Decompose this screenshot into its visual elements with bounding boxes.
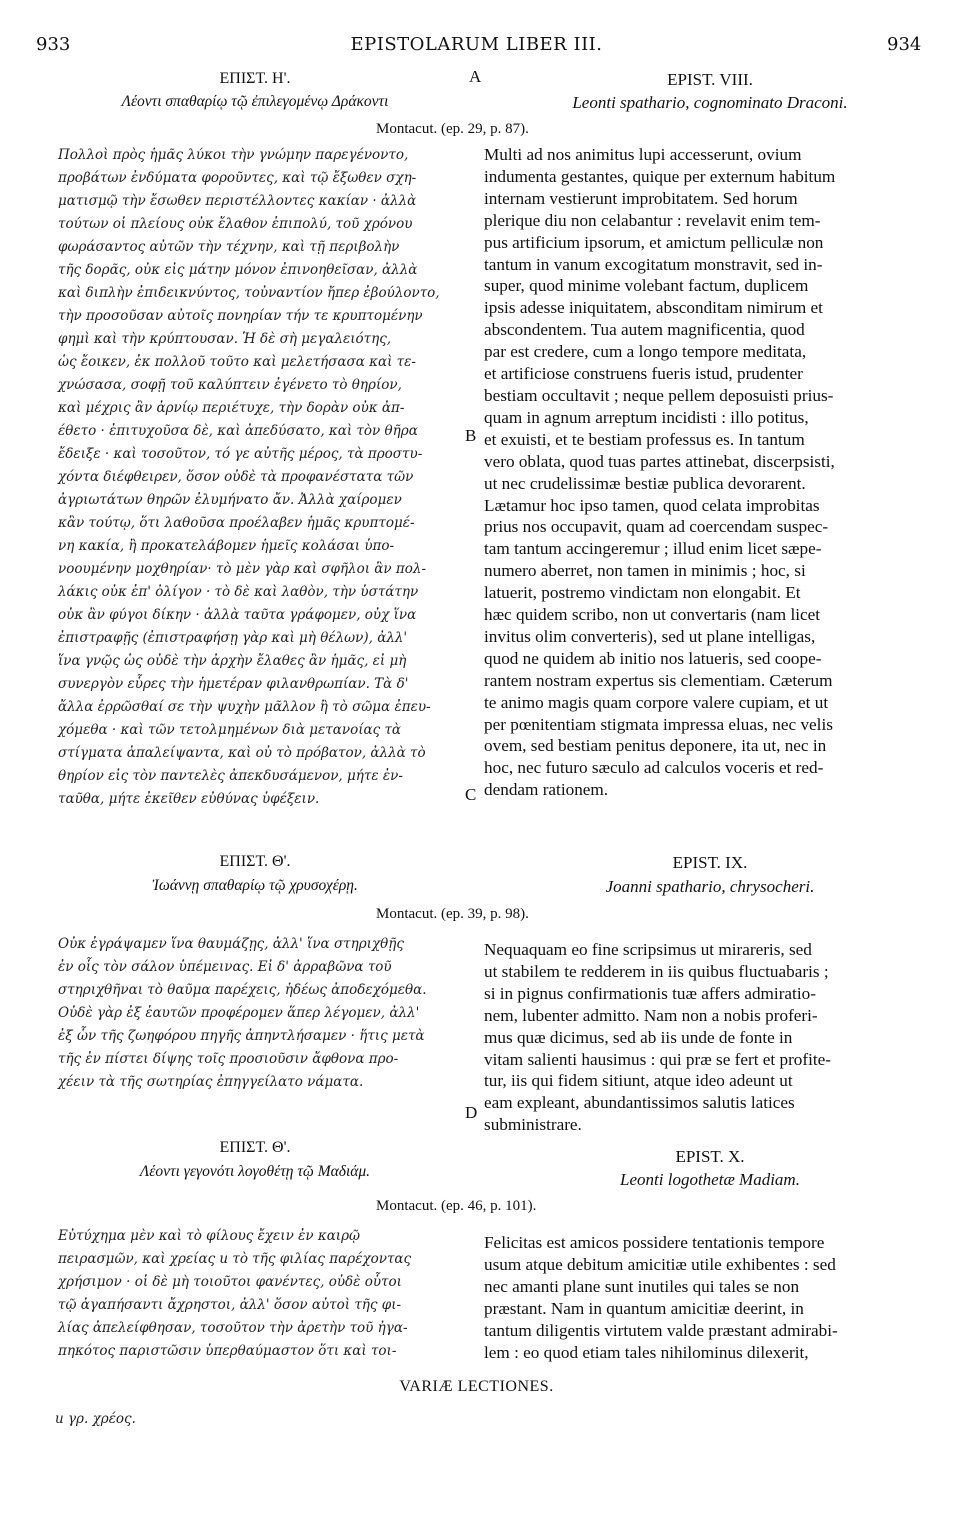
ep10-greek-line: πηκότος παριστῶσιν ὑπερθαύμαστον ὅτι καὶ τοι- <box>58 1343 397 1359</box>
ep9-latin-line: vitam salienti hausimus : qui præ se fert et profite- <box>484 1049 832 1069</box>
ep8-greek-line: ἐπιστραφῇς (ἐπιστραφήσῃ γὰρ καὶ μὴ θέλων), ἀλλ' <box>58 630 408 646</box>
ep8-greek-line: χόντα διέφθειρεν, ὅσον οὐδὲ τὰ προφανέστατα τῶν <box>58 469 414 485</box>
ep9-latin-subtitle: Joanni spathario, chrysocheri. <box>605 877 815 896</box>
ep8-greek-line: ἔδειξε · καὶ τοσοῦτον, τό γε αὐτῆς μέρος, τὰ προστυ- <box>58 446 423 462</box>
ep8-greek-line: συνεργὸν εὗρες τὴν ἡμετέραν φιλανθρωπίαν. Τὰ δ' <box>58 676 409 692</box>
ep9-latin-text <box>484 939 917 1136</box>
page-number-right: 934 <box>887 34 922 55</box>
ep8-latin-line: plerique diu non celabantur : revelavit enim tem- <box>484 210 821 230</box>
ep9-latin-line: tur, iis qui fidem sitiunt, atque ideo adeunt ut <box>484 1071 793 1091</box>
ep10-montacut-ref: Montacut. (ep. 46, p. 101). <box>376 1198 537 1214</box>
ep8-latin-line: et artificiose construens fueris istud, prudenter <box>484 364 803 384</box>
ep8-latin-line: Lætamur hoc ipso tamen, quod celata improbitas <box>484 495 820 515</box>
ep10-greek-line: χρήσιμον · οἱ δὲ μὴ τοιοῦτοι φανέντες, οὐδὲ οὗτοι <box>58 1274 402 1290</box>
ep8-latin-line: hoc, nec futuro sæculo ad calculos voceris et red- <box>484 758 824 778</box>
ep8-greek-line: φωράσαντος αὐτῶν τὴν τέχνην, καὶ τῇ περιβολὴν <box>58 239 400 255</box>
margin-marker-d: D <box>465 1103 478 1122</box>
ep8-latin-line: prius nos occupavit, quam ad coercendam suspec- <box>484 517 829 537</box>
ep9-latin-line: ut stabilem te redderem in iis quibus fluctuabaris ; <box>484 961 829 981</box>
ep9-greek-line: τῆς ἐν πίστει δίψης τοῖς προσιοῦσιν ἄφθονα προ- <box>58 1051 399 1067</box>
ep9-greek-text <box>58 933 458 1094</box>
ep10-latin-line: nec amanti plane sunt inutiles qui tales se non <box>484 1276 800 1296</box>
ep8-greek-line: χνώσασα, σοφῇ τοῦ καλύπτειν ἐγένετο τὸ θηρίον, <box>58 377 402 393</box>
margin-marker-c: C <box>465 785 477 804</box>
ep8-greek-line: ματισμῷ τὴν ἔσωθεν περιστέλλοντες κακίαν · ἀλλὰ <box>58 193 417 209</box>
ep9-greek-line: Οὐκ ἐγράψαμεν ἵνα θαυμάζῃς, ἀλλ' ἵνα στηριχθῇς <box>58 936 404 952</box>
margin-marker-b: B <box>465 426 477 445</box>
ep9-latin-line: si in pignus confirmationis tuæ affers admiratio- <box>484 983 816 1003</box>
ep8-latin-line: vero oblata, quod tuas partes attinebat, discerpsisti, <box>484 451 835 471</box>
ep8-latin-line: rantem nostram expertus sis clementiam. Cæterum <box>484 670 833 690</box>
ep8-latin-line: super, quod minime volebant factum, duplicem <box>484 276 809 296</box>
ep9-montacut-ref: Montacut. (ep. 39, p. 98). <box>376 906 529 922</box>
ep8-greek-line: νη κακία, ἢ προκατελάβομεν ἡμεῖς κολάσαι ὑπο- <box>58 538 395 554</box>
ep10-greek-line: Εὐτύχημα μὲν καὶ τὸ φίλους ἔχειν ἐν καιρῷ <box>58 1228 361 1244</box>
ep10-latin-line: præstant. Nam in quantum amicitiæ deerint, in <box>484 1298 804 1318</box>
ep8-latin-line: hæc quidem scribo, non ut convertaris (nam licet <box>484 605 821 625</box>
margin-marker-a: A <box>469 67 482 86</box>
ep9-latin-line: subministrare. <box>484 1115 582 1135</box>
variae-lectiones-heading: VARIÆ LECTIONES. <box>399 1378 554 1395</box>
ep8-greek-line: έθετο · ἐπιτυχοῦσα δὲ, καὶ ἀπεδύσατο, καὶ τὸν θῆρα <box>58 423 418 439</box>
ep10-latin-text <box>484 1232 917 1363</box>
ep10-latin-subtitle: Leonti logothetæ Madiam. <box>620 1170 800 1189</box>
ep8-greek-line: ἀγριωτάτων θηρῶν ἐλυμήνατο ἄν. Ἀλλὰ χαίρομεν <box>58 492 402 508</box>
ep8-latin-line: tam tantum accingeremur ; illud enim licet sæpe- <box>484 539 822 559</box>
ep10-greek-line: πειρασμῶν, καὶ χρείας u τὸ τῆς φιλίας παρέχοντας <box>58 1251 412 1267</box>
ep9-latin-line: Nequaquam eo fine scripsimus ut mirareris, sed <box>484 940 812 959</box>
ep8-latin-line: ovem, sed bestiam penitus deponere, ita ut, nec in <box>484 736 827 756</box>
ep8-latin-line: Multi ad nos animitus lupi accesserunt, ovium <box>484 145 802 164</box>
ep8-montacut-ref: Montacut. (ep. 29, p. 87). <box>376 121 529 137</box>
ep8-latin-line: quod ne quidem ab initio nos latueris, sed coope- <box>484 648 822 668</box>
ep8-greek-line: ὡς ἔοικεν, ἐκ πολλοῦ τοῦτο καὶ μελετήσασα καὶ τε- <box>58 354 416 370</box>
ep8-greek-line: κἂν τούτῳ, ὅτι λαθοῦσα προέλαβεν ἡμᾶς κρυπτομέ- <box>58 515 415 531</box>
ep8-greek-line: ἵνα γνῷς ὡς οὐδὲ τὴν ἀρχὴν ἔλαθες ἂν ἡμᾶς, εἰ μὴ <box>58 653 407 669</box>
ep10-latin-line: Felicitas est amicos possidere tentationis tempore <box>484 1233 825 1252</box>
ep9-latin-line: mus quæ dicimus, sed ab iis unde de fonte in <box>484 1027 793 1047</box>
ep9-greek-line: χέειν τὰ τῆς σωτηρίας ἐπηγγείλατο νάματα. <box>58 1074 364 1090</box>
ep8-greek-line: οὐκ ἂν φύγοι δίκην · ἀλλὰ ταῦτα γράφομεν, οὐχ ἵνα <box>58 607 417 623</box>
ep8-greek-line: θηρίον εἰς τὸν παντελὲς ἀπεκδυσάμενον, μήτε ἐν- <box>58 768 403 784</box>
ep9-latin-line: nem, lubenter admitto. Nam non a nobis proferi- <box>484 1005 818 1025</box>
ep8-greek-line: τὴν προσοῦσαν αὐτοῖς πονηρίαν τήν τε κρυπτομένην <box>58 308 423 324</box>
ep8-latin-line: invitus olim converteris), sed ut plane intelligas, <box>484 626 816 646</box>
ep9-greek-line: στηριχθῆναι τὸ θαῦμα παρέχεις, ἡδέως ἀποδεχόμεθα. <box>58 982 427 998</box>
ep8-latin-line: te animo magis quam corpore valere cupiam, et ut <box>484 692 829 712</box>
ep8-greek-line: λάκις οὐκ ἐπ' ὀλίγον · τὸ δὲ καὶ λαθὸν, τὴν ὑστάτην <box>58 584 419 600</box>
ep8-latin-line: dendam rationem. <box>484 780 609 800</box>
running-title: EPISTOLARUM LIBER III. <box>350 34 603 55</box>
ep8-latin-line: ipsis adesse iniquitatem, absconditam nimirum et <box>484 298 823 318</box>
ep8-latin-subtitle: Leonti spathario, cognominato Draconi. <box>572 93 848 112</box>
ep8-greek-line: στίγματα ἀπαλείψαντα, καὶ οὐ τὸ πρόβατον, ἀλλὰ τὸ <box>58 745 426 761</box>
ep8-latin-line: per pœnitentiam stigmata impressa eluas, nec velis <box>484 714 833 734</box>
ep10-latin-line: lem : eo quod etiam tales nihilominus dilexerit, <box>484 1342 809 1362</box>
ep8-latin-line: ut nec crudelissimæ bestiæ publica devorarent. <box>484 473 806 493</box>
ep9-greek-title: ΕΠΙΣΤ. Θ'. <box>219 853 291 870</box>
ep10-greek-text <box>58 1225 458 1363</box>
ep8-latin-line: indumenta gestantes, quique per externum habitum <box>484 166 836 186</box>
ep8-greek-line: ταῦθα, μήτε ἐκεῖθεν εὐθύνας ὑφέξειν. <box>58 791 320 807</box>
ep9-greek-line: ἐξ ὧν τῆς ζωηφόρου πηγῆς ἀπηντλήσαμεν · ἥτις μετὰ <box>58 1028 425 1044</box>
ep10-latin-title: EPIST. X. <box>675 1147 745 1166</box>
ep8-latin-line: pus artificium ipsorum, et amictum pelliculæ non <box>484 232 824 252</box>
ep8-greek-subtitle: Λέοντι σπαθαρίῳ τῷ ἐπιλεγομένῳ Δράκοντι <box>121 93 389 110</box>
ep8-greek-line: χόμεθα · καὶ τῶν τετολμημένων διὰ μετανοίας τὰ <box>58 722 402 738</box>
ep8-latin-line: quam in agnum arreptum incidisti : illo potitus, <box>484 407 809 427</box>
ep9-latin-title: EPIST. IX. <box>672 853 748 872</box>
ep8-latin-title: EPIST. VIII. <box>667 70 753 89</box>
ep8-latin-text <box>484 144 917 801</box>
variant-reading-note: u γρ. χρέος. <box>55 1411 136 1427</box>
ep8-greek-text <box>58 144 458 811</box>
ep10-greek-line: τῷ ἀγαπήσαντι ἄχρηστοι, ἀλλ' ὅσον αὐτοὶ τῆς φι- <box>58 1297 402 1313</box>
ep8-greek-line: τούτων οἱ πλείους οὐκ ἔλαθον ἐπιπολύ, τοῦ χρόνου <box>58 216 413 232</box>
page-number-left: 933 <box>36 34 71 55</box>
ep8-latin-line: numero aberret, non tamen in minimis ; hoc, si <box>484 561 806 581</box>
ep8-greek-line: φημὶ καὶ τὴν κρύπτουσαν. Ἡ δὲ σὴ μεγαλειότης, <box>58 331 392 347</box>
ep8-greek-line: καὶ διπλὴν ἐπιδεικνύντος, τοὐναντίον ἤπερ ἐβούλοντο, <box>58 285 440 301</box>
ep8-latin-line: et exuisti, et te bestiam professus es. In tantum <box>484 429 805 449</box>
ep10-greek-subtitle: Λέοντι γεγονότι λογοθέτῃ τῷ Μαδιάμ. <box>139 1163 371 1180</box>
ep10-greek-title: ΕΠΙΣΤ. Θ'. <box>219 1139 291 1156</box>
ep10-greek-line: λίας ἀπελείφθησαν, τοσοῦτον τὴν ἀρετὴν τοῦ ἠγα- <box>58 1320 408 1336</box>
ep8-latin-line: abscondentem. Tua autem magnificentia, quod <box>484 320 805 340</box>
ep8-greek-line: Πολλοὶ πρὸς ἡμᾶς λύκοι τὴν γνώμην παρεγένοντο, <box>58 147 409 163</box>
ep9-greek-line: ἐν οἷς τὸν σάλον ὑπέμεινας. Εἰ δ' ἀρραβῶνα τοῦ <box>58 959 392 975</box>
ep8-greek-line: καὶ μέχρις ἂν ἀρνίῳ περιέτυχε, τὴν δορὰν οὐκ ἀπ- <box>58 400 405 416</box>
ep8-latin-line: internam vestierunt improbitatem. Sed horum <box>484 188 798 208</box>
ep8-greek-title: ΕΠΙΣΤ. Η'. <box>219 70 291 87</box>
ep10-latin-line: usum atque debitum amicitiæ utile exhibentes : sed <box>484 1254 836 1274</box>
ep9-greek-subtitle: Ἰωάννῃ σπαθαρίῳ τῷ χρυσοχέρῃ. <box>152 877 358 894</box>
ep8-latin-line: tantum in vanum excogitatum monstravit, sed in- <box>484 254 823 274</box>
ep8-latin-line: latuerit, postremo vindictam non elongabit. Et <box>484 583 801 603</box>
ep9-latin-line: eam expleant, abundantissimos salutis latices <box>484 1093 795 1113</box>
ep10-latin-line: tantum diligentis virtutem valde præstant admirabi- <box>484 1320 838 1340</box>
ep8-greek-line: ἄλλα ἐρρῶσθαί σε τὴν ψυχὴν μᾶλλον ἢ τὸ σῶμα ἐπευ- <box>58 699 431 715</box>
ep8-greek-line: τῆς δορᾶς, οὐκ εἰς μάτην μόνον ἐπινοηθεῖσαν, ἀλλὰ <box>58 262 418 278</box>
ep8-latin-line: par est credere, cum a longo tempore meditata, <box>484 342 807 362</box>
ep8-greek-line: προβάτων ἐνδύματα φοροῦντες, καὶ τῷ ἔξωθεν σχη- <box>58 170 417 186</box>
ep8-latin-line: bestiam occultavit ; neque pellem deposuisti prius- <box>484 385 834 405</box>
ep9-greek-line: Οὐδὲ γὰρ ἐξ ἑαυτῶν προφέρομεν ἅπερ λέγομεν, ἀλλ' <box>58 1005 420 1021</box>
ep8-greek-line: νοουμένην μοχθηρίαν· τὸ μὲν γὰρ καὶ σφῆλοι ἂν πολ- <box>58 561 427 577</box>
